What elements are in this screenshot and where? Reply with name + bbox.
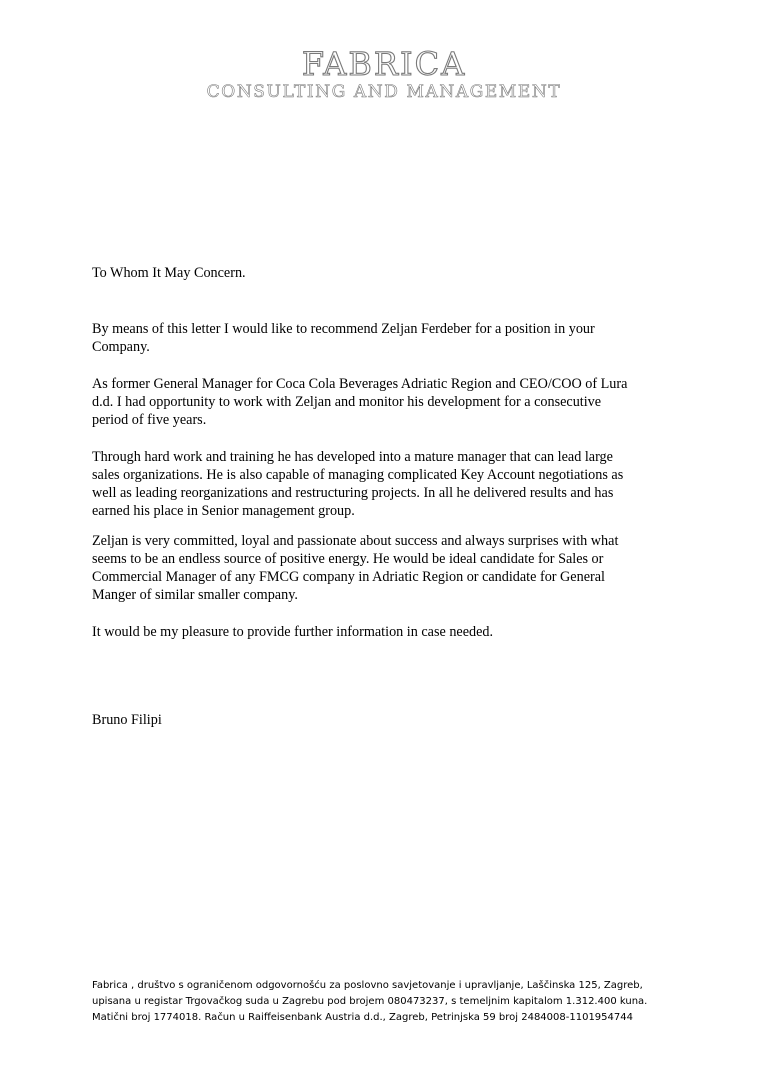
paragraph-line: It would be my pleasure to provide further information in case needed. <box>92 624 494 640</box>
company-footer <box>92 978 692 1026</box>
paragraph-line: earned his place in Senior management group. <box>92 503 355 519</box>
paragraph-line: Zeljan is very committed, loyal and passionate about success and always surprises with what <box>92 533 619 549</box>
footer-line: Fabrica , društvo s ograničenom odgovornošću za poslovno savjetovanje i upravljanje, Laščinska 125, Zagreb, <box>92 980 643 991</box>
company-tagline: CONSULTING AND MANAGEMENT <box>206 82 562 102</box>
paragraph-line: d.d. I had opportunity to work with Zeljan and monitor his development for a consecutive <box>92 394 602 410</box>
paragraph-line: Company. <box>92 339 150 355</box>
salutation: To Whom It May Concern. <box>92 265 246 281</box>
paragraph-line: As former General Manager for Coca Cola Beverages Adriatic Region and CEO/COO of Lura <box>92 376 628 392</box>
paragraph-line: well as leading reorganizations and restructuring projects. In all he delivered results and has <box>92 485 614 501</box>
paragraph-background <box>92 375 692 429</box>
paragraph-line: sales organizations. He is also capable of managing complicated Key Account negotiations as <box>92 467 624 483</box>
paragraph-achievements <box>92 448 692 520</box>
paragraph-line: By means of this letter I would like to recommend Zeljan Ferdeber for a position in your <box>92 321 595 337</box>
company-name: FABRICA <box>301 45 467 83</box>
paragraph-line: Commercial Manager of any FMCG company in Adriatic Region or candidate for General <box>92 569 605 585</box>
footer-line: Matični broj 1774018. Račun u Raiffeisenbank Austria d.d., Zagreb, Petrinjska 59 broj 2484008-1101954744 <box>92 1012 633 1023</box>
signature-name: Bruno Filipi <box>92 712 162 728</box>
footer-line: upisana u registar Trgovačkog suda u Zagrebu pod brojem 080473237, s temeljnim kapitalom 1.312.400 kuna. <box>92 996 648 1007</box>
paragraph-line: period of five years. <box>92 412 207 428</box>
paragraph-closing <box>92 623 692 641</box>
paragraph-line: Manger of similar smaller company. <box>92 587 298 603</box>
paragraph-line: seems to be an endless source of positive energy. He would be ideal candidate for Sales or <box>92 551 604 567</box>
paragraph-recommendation <box>92 320 692 356</box>
paragraph-line: Through hard work and training he has developed into a mature manager that can lead large <box>92 449 613 465</box>
paragraph-qualities <box>92 532 692 604</box>
